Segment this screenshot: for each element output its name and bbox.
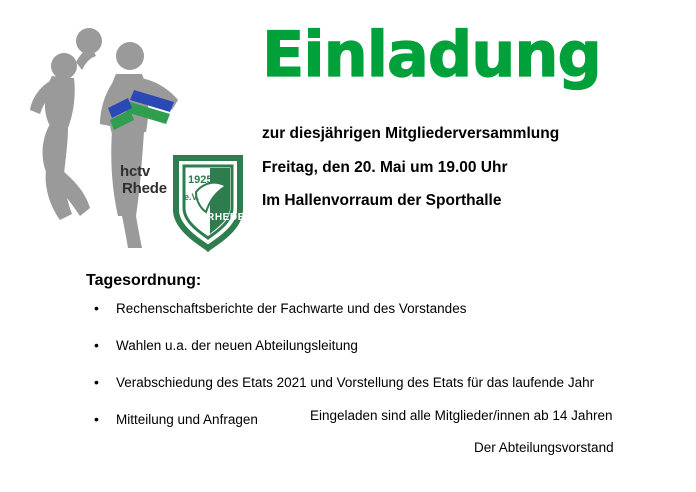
club-logo <box>24 16 244 266</box>
player-jumping-icon <box>30 28 102 220</box>
subtitle-line-3: Im Hallenvorraum der Sporthalle <box>262 192 502 209</box>
handball-figures-graphic <box>24 16 244 266</box>
agenda-list <box>86 302 646 449</box>
club-name-line1: hctv <box>120 163 151 180</box>
crest-town: RHEDE <box>207 212 246 223</box>
subtitle-line-2: Freitag, den 20. Mai um 19.00 Uhr <box>262 158 508 176</box>
crest-year: 1925 <box>188 174 213 186</box>
club-name-line2: Rhede <box>122 179 167 197</box>
club-crest-icon <box>176 158 240 248</box>
list-item: • Mitteilung und Anfragen <box>86 413 646 428</box>
club-name <box>120 164 167 198</box>
player-standing-icon <box>100 42 178 248</box>
crest-ev: e.V. <box>184 192 200 202</box>
list-item: • Rechenschaftsberichte der Fachwarte und des Vorstandes <box>86 302 646 317</box>
footer-line-1: Eingeladen sind alle Mitglieder/innen ab 14 Jahren <box>310 408 613 423</box>
list-item: • Wahlen u.a. der neuen Abteilungsleitung <box>86 339 646 354</box>
subtitle-block <box>262 126 682 227</box>
list-item: • Verabschiedung des Etats 2021 und Vorstellung des Etats für das laufende Jahr <box>86 376 646 391</box>
footer-line-2: Der Abteilungsvorstand <box>474 440 614 455</box>
subtitle-line-1: zur diesjährigen Mitgliederversammlung <box>262 125 560 142</box>
page-title: Einladung <box>262 18 601 91</box>
agenda-title: Tagesordnung: <box>86 272 202 289</box>
